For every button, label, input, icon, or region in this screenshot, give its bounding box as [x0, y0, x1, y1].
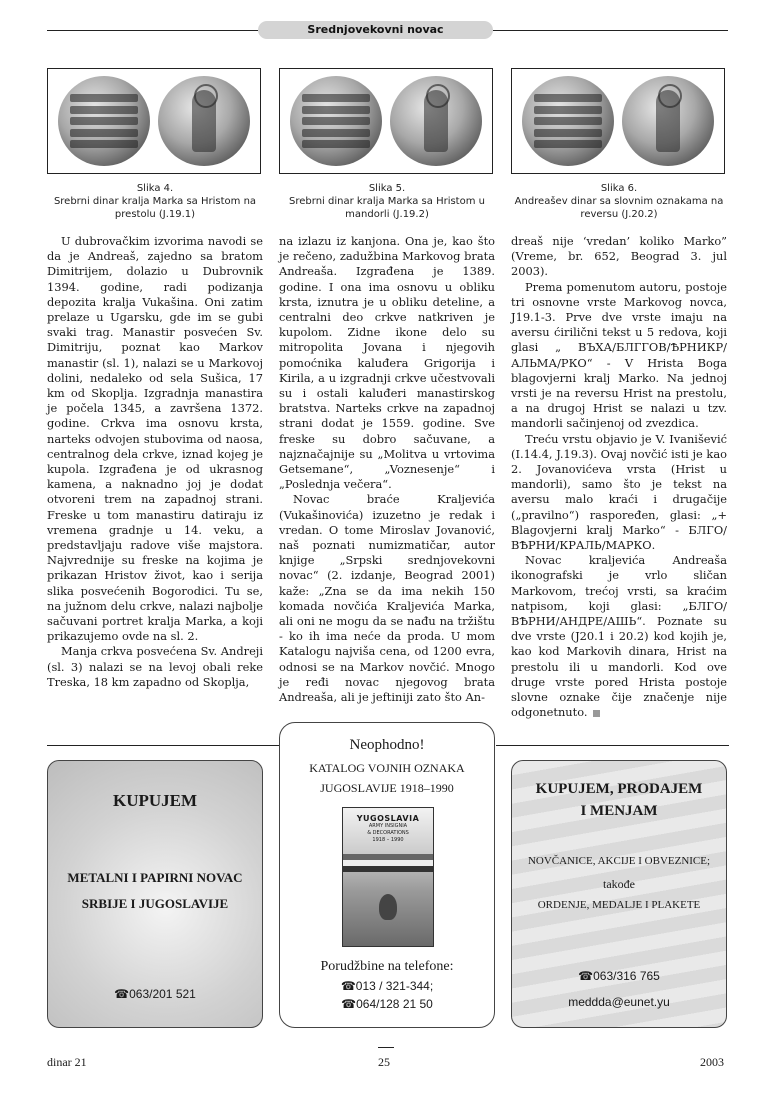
ad-phone: ☎063/316 765: [578, 969, 660, 983]
header-rule-right: [493, 30, 728, 31]
paragraph: na izlazu iz kanjona. Ona je, kao što je rečeno, zadužbina Markovog brata Andreaša. Izgrađena je 1389. godine. I ona ima osnovu u obliku krsta, iznutra je u obliku deteline, a centralni deo crkve natkriven je kupolom. Zidne ikone delo su mitropolita Jovana i njegovih pomoćnika kaluđera Grigorija i Kirila, a u izgradnji crkve učestvovali su i ostali kaluđeri manastirskog bratstva. Narteks crkve na zapadnoj strani dodat je 1559. godine. Sve freske su dobro sačuvane, a najznačajnije su „Molitva u vrtovima Getsemane“, „Voznesenje“ i „Poslednja večera“.: [279, 234, 495, 492]
ad-title: KUPUJEM, PRODAJEM: [535, 781, 703, 797]
book-subtitle: & DECORATIONS: [367, 830, 409, 836]
coin-reverse-image: [158, 76, 250, 166]
figure-label: Slika 6.: [600, 183, 638, 194]
footer-publication: dinar 21: [47, 1055, 87, 1069]
figure-caption-text: Andreašev dinar sa slovnim oznakama na reversu (J.20.2): [514, 196, 724, 220]
section-title: Srednjovekovni novac: [258, 21, 493, 39]
text-column-2: [279, 234, 495, 705]
medal-image: [379, 894, 397, 920]
end-of-article-icon: [593, 710, 600, 717]
ad-catalog: [279, 722, 495, 1028]
book-years: 1918 – 1990: [372, 837, 404, 843]
ad-buy-sell-exchange: [511, 760, 727, 1028]
figure-caption: [47, 182, 263, 221]
ad-line: KATALOG VOJNIH OZNAKA: [309, 761, 465, 775]
figure-label: Slika 5.: [368, 183, 406, 194]
page-number-rule: [378, 1047, 394, 1048]
ad-line: METALNI I PAPIRNI NOVAC: [67, 870, 243, 885]
coin-obverse-image: [522, 76, 614, 166]
ad-phone: ☎064/128 21 50: [341, 997, 433, 1011]
ad-line: JUGOSLAVIJE 1918–1990: [320, 781, 454, 795]
ad-phone: ☎013 / 321-344;: [340, 979, 434, 993]
coin-obverse-image: [290, 76, 382, 166]
figure-caption-text: Srebrni dinar kralja Marka sa Hristom na prestolu (J.19.1): [53, 196, 257, 220]
paragraph-text: Novac kraljevića Andreaša ikonografski je vrlo sličan Markovom, trećoj vrsti, sa kraćim natpisom, koji glasi: „БЛГО/ ВѢРНИ/АНДРЕ/АШЬ“. Poznate su dve vrste (J20.1 i 20.2) kod kojih je, kao kod Markovih dinara, Hrist na prestolu ili u mandorli. Kod ove druge vrste pored Hrista postoje slovne oznake čije značenje nije odgonetnuto.: [511, 553, 727, 720]
page-number: 25: [378, 1055, 390, 1069]
ad-title: Neophodno!: [349, 737, 425, 753]
coin-photo: [279, 68, 493, 174]
ad-email: meddda@eunet.yu: [568, 995, 670, 1009]
flag-image: [343, 854, 433, 872]
paragraph: Manja crkva posvećena Sv. Andreji (sl. 3) nalazi se na levoj obali reke Treska, 18 km zapadno od Skoplja,: [47, 644, 263, 689]
coin-reverse-image: [622, 76, 714, 166]
paragraph-last: [511, 553, 727, 720]
figure-caption: [279, 182, 495, 221]
figure-caption: [511, 182, 727, 221]
book-title: YUGOSLAVIA: [356, 814, 420, 823]
figure-label: Slika 4.: [136, 183, 174, 194]
text-column-3: [511, 234, 727, 721]
ad-line: takođe: [603, 877, 635, 891]
figure-5: [279, 68, 495, 221]
coin-photo: [511, 68, 725, 174]
figure-6: [511, 68, 727, 221]
ad-title: KUPUJEM: [112, 791, 198, 810]
figure-4: [47, 68, 263, 221]
paragraph: Prema pomenutom autoru, postoje tri osnovne vrste Markovog novca, J19.1-3. Prve dve vrste imaju na aversu ćirilični tekst u 5 redova, koji glasi „ ВЪХА/БЛГГОВ/ѢРНИКР/АЛЬМА/РКО“ - V Hrista Boga blagovjerni kralj Marko. Na jednoj vrsti je na reversu Hrist na prestolu, a na drugoj Hrist se nalazi u tzv. mandorli sačinjenoj od zvezdica.: [511, 279, 727, 431]
text-column-1: [47, 234, 263, 690]
footer-year: 2003: [700, 1055, 724, 1069]
ad-line: ORDENJE, MEDALJE I PLAKETE: [537, 899, 701, 911]
paragraph: Novac braće Kraljevića (Vukašinovića) izuzetno je redak i vredan. O tome Miroslav Jovanović, naš poznati numizmatičar, autor knjige „Srpski srednjovekovni novac“ (2. izdanje, Beograd 2001) kaže: „Zna se da ima nekih 150 komada novčića Kraljevića Marka, ali oni ne mogu da se nađu na tržištu - ko ih ima neće da proda. U mom Katalogu najviša cena, od 1200 evra, odnosi se na Markov novčić. Mnogo je ređi novac njegovog brata Andreaša, ali je jeftiniji zato što An-: [279, 492, 495, 705]
figure-caption-text: Srebrni dinar kralja Marka sa Hristom u mandorli (J.19.2): [289, 196, 485, 220]
paragraph: dreaš nije ‘vredan’ koliko Marko” (Vreme, br. 652, Beograd 3. jul 2003).: [511, 234, 727, 279]
catalog-book-cover: [342, 807, 434, 947]
ads-rule-left: [47, 745, 280, 746]
coin-obverse-image: [58, 76, 150, 166]
paragraph: Treću vrstu objavio je V. Ivanišević (I.14.4, J.19.3). Ovaj novčić isti je kao 2. Jovanovićeva vrsta (Hrist u mandorli), samo što je tekst na aversu malo kraći i drugačije („pravilno“) raspoređen, glasi: „+ Blagovjerni kralj Marko“ - БЛГО/ВѢРНИ/КРАЛЬ/МАРКО.: [511, 431, 727, 553]
ad-line: SRBIJE I JUGOSLAVIJE: [81, 896, 229, 911]
ad-order-text: Porudžbine na telefone:: [320, 959, 454, 974]
header-rule-left: [47, 30, 258, 31]
ad-title: I MENJAM: [580, 803, 658, 819]
book-subtitle: ARMY INSIGNIA: [368, 823, 408, 829]
coin-photo: [47, 68, 261, 174]
ad-line: NOVČANICE, AKCIJE I OBVEZNICE;: [527, 855, 711, 867]
coin-reverse-image: [390, 76, 482, 166]
ads-rule-right: [496, 745, 729, 746]
ad-buy-coins: [47, 760, 263, 1028]
paragraph: U dubrovačkim izvorima navodi se da je Andreaš, zajedno sa bratom Dimitrijem, dolazio u Dubrovnik 1394. godine, radi podizanja depozita kralja Vukašina. Oni zatim prelaze u Ugarsku, gde im se gubi svaki trag. Manastir posvećen Sv. Dimitriju, poznat kao Markov manastir (sl. 1), nalazi se u Markovoj dolini, nedaleko od sela Sušica, 17 km od Skoplja. Izgradnja manastira je počela 1345, a završena 1372. godine. Crkva ima osnovu krsta, narteks odvojen stubovima od naosa, centralnog dela crkve, iznad kojeg je kupola. Izgrađena je od ukrasnog kamena, a naknadno joj je dodat otvoreni trem na zapadnoj strani. Freske u tom manastiru datiraju iz vremena gradnje u 14. veku, a predstavljaju radove više majstora. Najvrednije su freske na kojima je prikazan Hristov život, kao i serija slika posvećenih Bogorodici. Tu se, na južnom delu crkve, nalazi najbolje sačuvani portret kralja Marka, a koji prikazujemo ovde na sl. 2.: [47, 234, 263, 644]
ad-phone: ☎063/201 521: [114, 987, 196, 1001]
